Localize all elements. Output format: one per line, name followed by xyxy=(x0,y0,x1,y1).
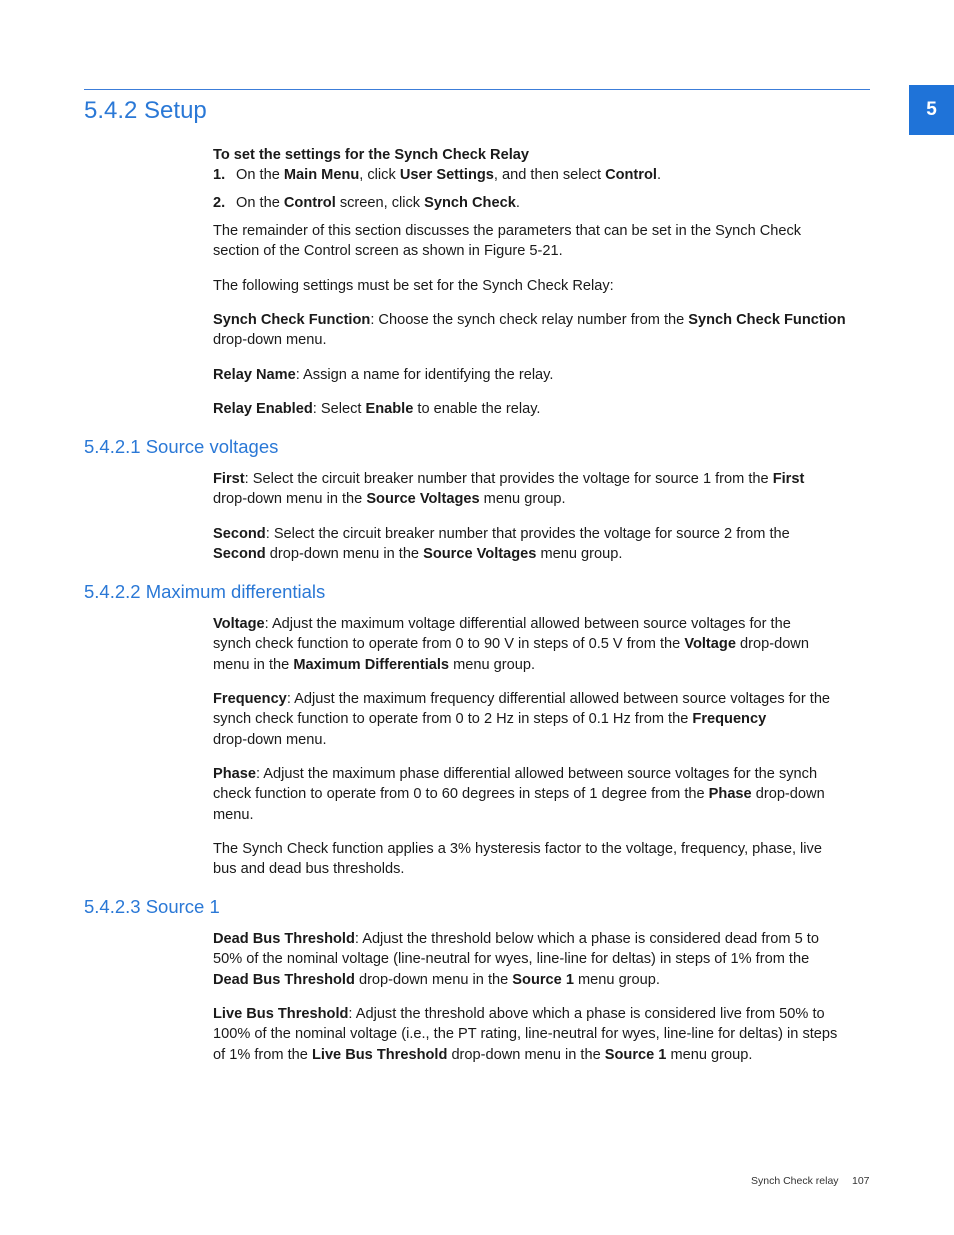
procedure-title: To set the settings for the Synch Check Relay xyxy=(213,147,530,163)
remainder-paragraph: The remainder of this section discusses the parameters that can be set in the Synch Check section of the Control screen as shown in Figure 5-21. xyxy=(213,223,802,260)
following-paragraph: The following settings must be set for the Synch Check Relay: xyxy=(213,278,614,294)
source-voltages-heading: 5.4.2.1 Source voltages xyxy=(84,436,279,457)
page-number: 107 xyxy=(852,1175,870,1187)
step-2: 2. On the Control screen, click Synch Check. xyxy=(213,195,520,211)
voltage-paragraph: Voltage: Adjust the maximum voltage differential allowed between source voltages for the synch check function to operate from 0 to 90 V in steps of 0.5 V from the Voltage drop-down menu in the Maximum Differentials menu group. xyxy=(213,616,809,673)
source-1-heading: 5.4.2.3 Source 1 xyxy=(84,896,220,917)
header-rule xyxy=(84,89,870,90)
relay-enabled-paragraph: Relay Enabled: Select Enable to enable the relay. xyxy=(213,401,541,417)
max-differentials-heading: 5.4.2.2 Maximum differentials xyxy=(84,581,326,602)
live-bus-paragraph: Live Bus Threshold: Adjust the threshold above which a phase is considered live from 50% to 100% of the nominal voltage (i.e., the PT rating, line-neutral for wyes, line-line for deltas) in steps of 1% from the Live Bus Threshold drop-down menu in the Source 1 menu group. xyxy=(213,1006,838,1063)
footer-section-title: Synch Check relay xyxy=(751,1175,839,1187)
chapter-tab: 5 xyxy=(909,85,954,135)
relay-name-paragraph: Relay Name: Assign a name for identifying the relay. xyxy=(213,367,554,383)
second-paragraph: Second: Select the circuit breaker number that provides the voltage for source 2 from the Second drop-down menu in the Source Voltages menu group. xyxy=(213,526,790,563)
dead-bus-paragraph: Dead Bus Threshold: Adjust the threshold below which a phase is considered dead from 5 to 50% of the nominal voltage (line-neutral for wyes, line-line for deltas) in steps of 1% from the Dead Bus Threshold drop-down menu in the Source 1 menu group. xyxy=(213,931,819,988)
synch-check-function-paragraph: Synch Check Function: Choose the synch check relay number from the Synch Check Function drop-down menu. xyxy=(213,312,846,349)
hysteresis-paragraph: The Synch Check function applies a 3% hysteresis factor to the voltage, frequency, phase, live bus and dead bus thresholds. xyxy=(213,841,822,878)
section-heading: 5.4.2 Setup xyxy=(84,97,207,124)
first-paragraph: First: Select the circuit breaker number that provides the voltage for source 1 from the First drop-down menu in the Source Voltages menu group. xyxy=(213,471,805,508)
phase-paragraph: Phase: Adjust the maximum phase differential allowed between source voltages for the synch check function to operate from 0 to 60 degrees in steps of 1 degree from the Phase drop-down menu. xyxy=(213,766,825,823)
frequency-paragraph: Frequency: Adjust the maximum frequency differential allowed between source voltages for the synch check function to operate from 0 to 2 Hz in steps of 0.1 Hz from the Frequency drop-down menu. xyxy=(213,691,831,748)
step-1: 1. On the Main Menu, click User Settings, and then select Control. xyxy=(213,167,662,183)
